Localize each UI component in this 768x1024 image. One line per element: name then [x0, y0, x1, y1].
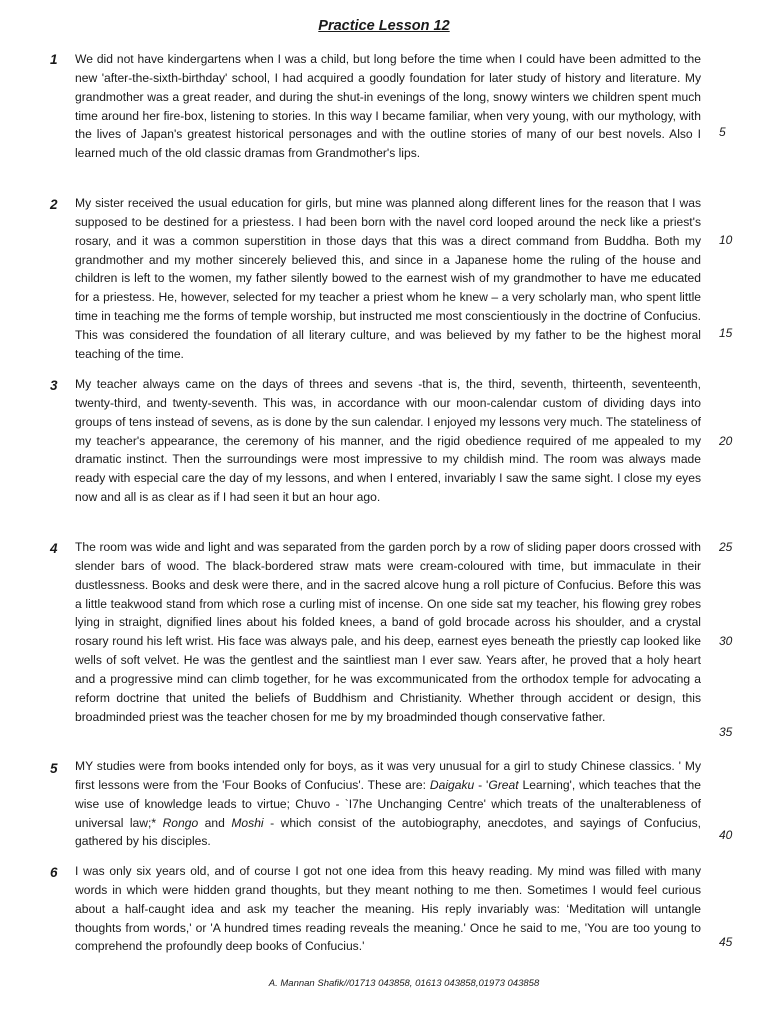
paragraph-number: 6: [50, 865, 58, 880]
paragraph-number: 3: [50, 378, 58, 393]
line-number: 35: [719, 725, 733, 739]
line-number: 25: [719, 540, 733, 554]
paragraph-number: 5: [50, 761, 58, 776]
paragraph-number: 4: [50, 541, 58, 556]
paragraph-4: The room was wide and light and was separated from the garden porch by a row of sliding paper doors crossed with slender bars of wood. The black-bordered straw mats were cream-coloured with time, but immaculate in their dustlessness. Books and desk were there, and in the sacred alcove hung a roll picture of Confucius. Before this was a little teakwood stand from which rose a curling mist of incense. On one side sat my teacher, his flowing grey robes lying in straight, dignified lines about his folded knees, a band of gold brocade across his shoulder, and a crystal rosary round his left wrist. His face was always pale, and his deep, earnest eyes beneath the priestly cap looked like wells of soft velvet. He was the gentlest and the saintliest man I ever saw. Years after, he proved that a holy heart and a progressive mind can climb together, for he was excommunicated from the orthodox temple for advocating a reform doctrine that united the beliefs of Buddhism and Christianity. Whether through accident or design, this broadminded priest was the teacher chosen for me by my broadminded though conservative father.: [75, 540, 701, 724]
line-number: 15: [719, 326, 733, 340]
line-number: 10: [719, 233, 733, 247]
line-number: 5: [719, 125, 726, 139]
paragraph-2: My sister received the usual education for girls, but mine was planned along different lines for the reason that I was supposed to be destined for a priestess. I had been born with the navel cord looped around the neck like a priest's rosary, and it was a common superstition in those days that this was a direct command from Buddha. Both my grandmother and my mother sincerely believed this, and since in a Japanese home the ruling of the house and children is left to the women, my father silently bowed to the earnest wish of my grandmother to have me educated for a priestess. He, however, selected for my teacher a priest whom he knew – a very scholarly man, who spent little time in teaching me the forms of temple worship, but instructed me most conscientiously in the doctrine of Confucius. This was considered the foundation of all literary culture, and was believed by my father to be the highest moral teaching of the time.: [75, 196, 701, 361]
line-number: 30: [719, 634, 733, 648]
paragraph-5: MY studies were from books intended only for boys, as it was very unusual for a girl to study Chinese classics. ' My first lessons were from the 'Four Books of Confucius'. These are: Daigaku - 'Great Learning', which teaches that the wise use of knowledge leads to virtue; Chuvo - `I7he Unchanging Centre' which treats of the unalterableness of universal law;* Rongo and Moshi - which consist of the autobiography, anecdotes, and sayings of Confucius, gathered by his disciples.: [75, 759, 701, 849]
paragraph-6: I was only six years old, and of course I got not one idea from this heavy reading. My mind was filled with many words in which were hidden grand thoughts, but they meant nothing to me then. Sometimes I would feel curious about a half-caught idea and ask my teacher the meaning. His reply invariably was: ‘Meditation will untangle thoughts from words,' or 'A hundred times reading reveals the meaning.' Once he said to me, 'You are too young to comprehend the profoundly deep books of Confucius.': [75, 864, 701, 954]
paragraph-1: We did not have kindergartens when I was a child, but long before the time when I could have been admitted to the new 'after-the-sixth-birthday' school, I had acquired a goodly foundation for later study of history and literature. My grandmother was a great reader, and during the shut-in evenings of the long, snowy winters we children spent much time around her fire-box, listening to stories. In this way I became familiar, when very young, with our mythology, with the lives of Japan's greatest historical personages and with the outline stories of many of our best novels. Also I learned much of the old classic dramas from Grandmother's lips.: [75, 52, 701, 161]
line-number: 40: [719, 828, 733, 842]
line-number: 45: [719, 935, 733, 949]
page-footer: A. Mannan Shafik//01713 043858, 01613 043858,01973 043858: [268, 978, 540, 989]
line-number: 20: [719, 434, 733, 448]
paragraph-number: 2: [50, 197, 58, 212]
page-title: Practice Lesson 12: [318, 18, 450, 34]
paragraph-3: My teacher always came on the days of threes and sevens -that is, the third, seventh, thirteenth, seventeenth, twenty-third, and twenty-seventh. This was, in accordance with our moon-calendar custom of dividing days into groups of tens instead of sevens, as is done by the sun calendar. I enjoyed my lessons very much. The stateliness of my teacher's appearance, the ceremony of his manner, and the rigid obedience required of me appealed to my dramatic instinct. Then the surroundings were most impressive to my childish mind. The room was always made ready with especial care the day of my lessons, and when I entered, invariably I saw the same sight. I close my eyes now and all is as clear as if I had seen it but an hour ago.: [75, 377, 701, 505]
paragraph-number: 1: [50, 52, 58, 67]
